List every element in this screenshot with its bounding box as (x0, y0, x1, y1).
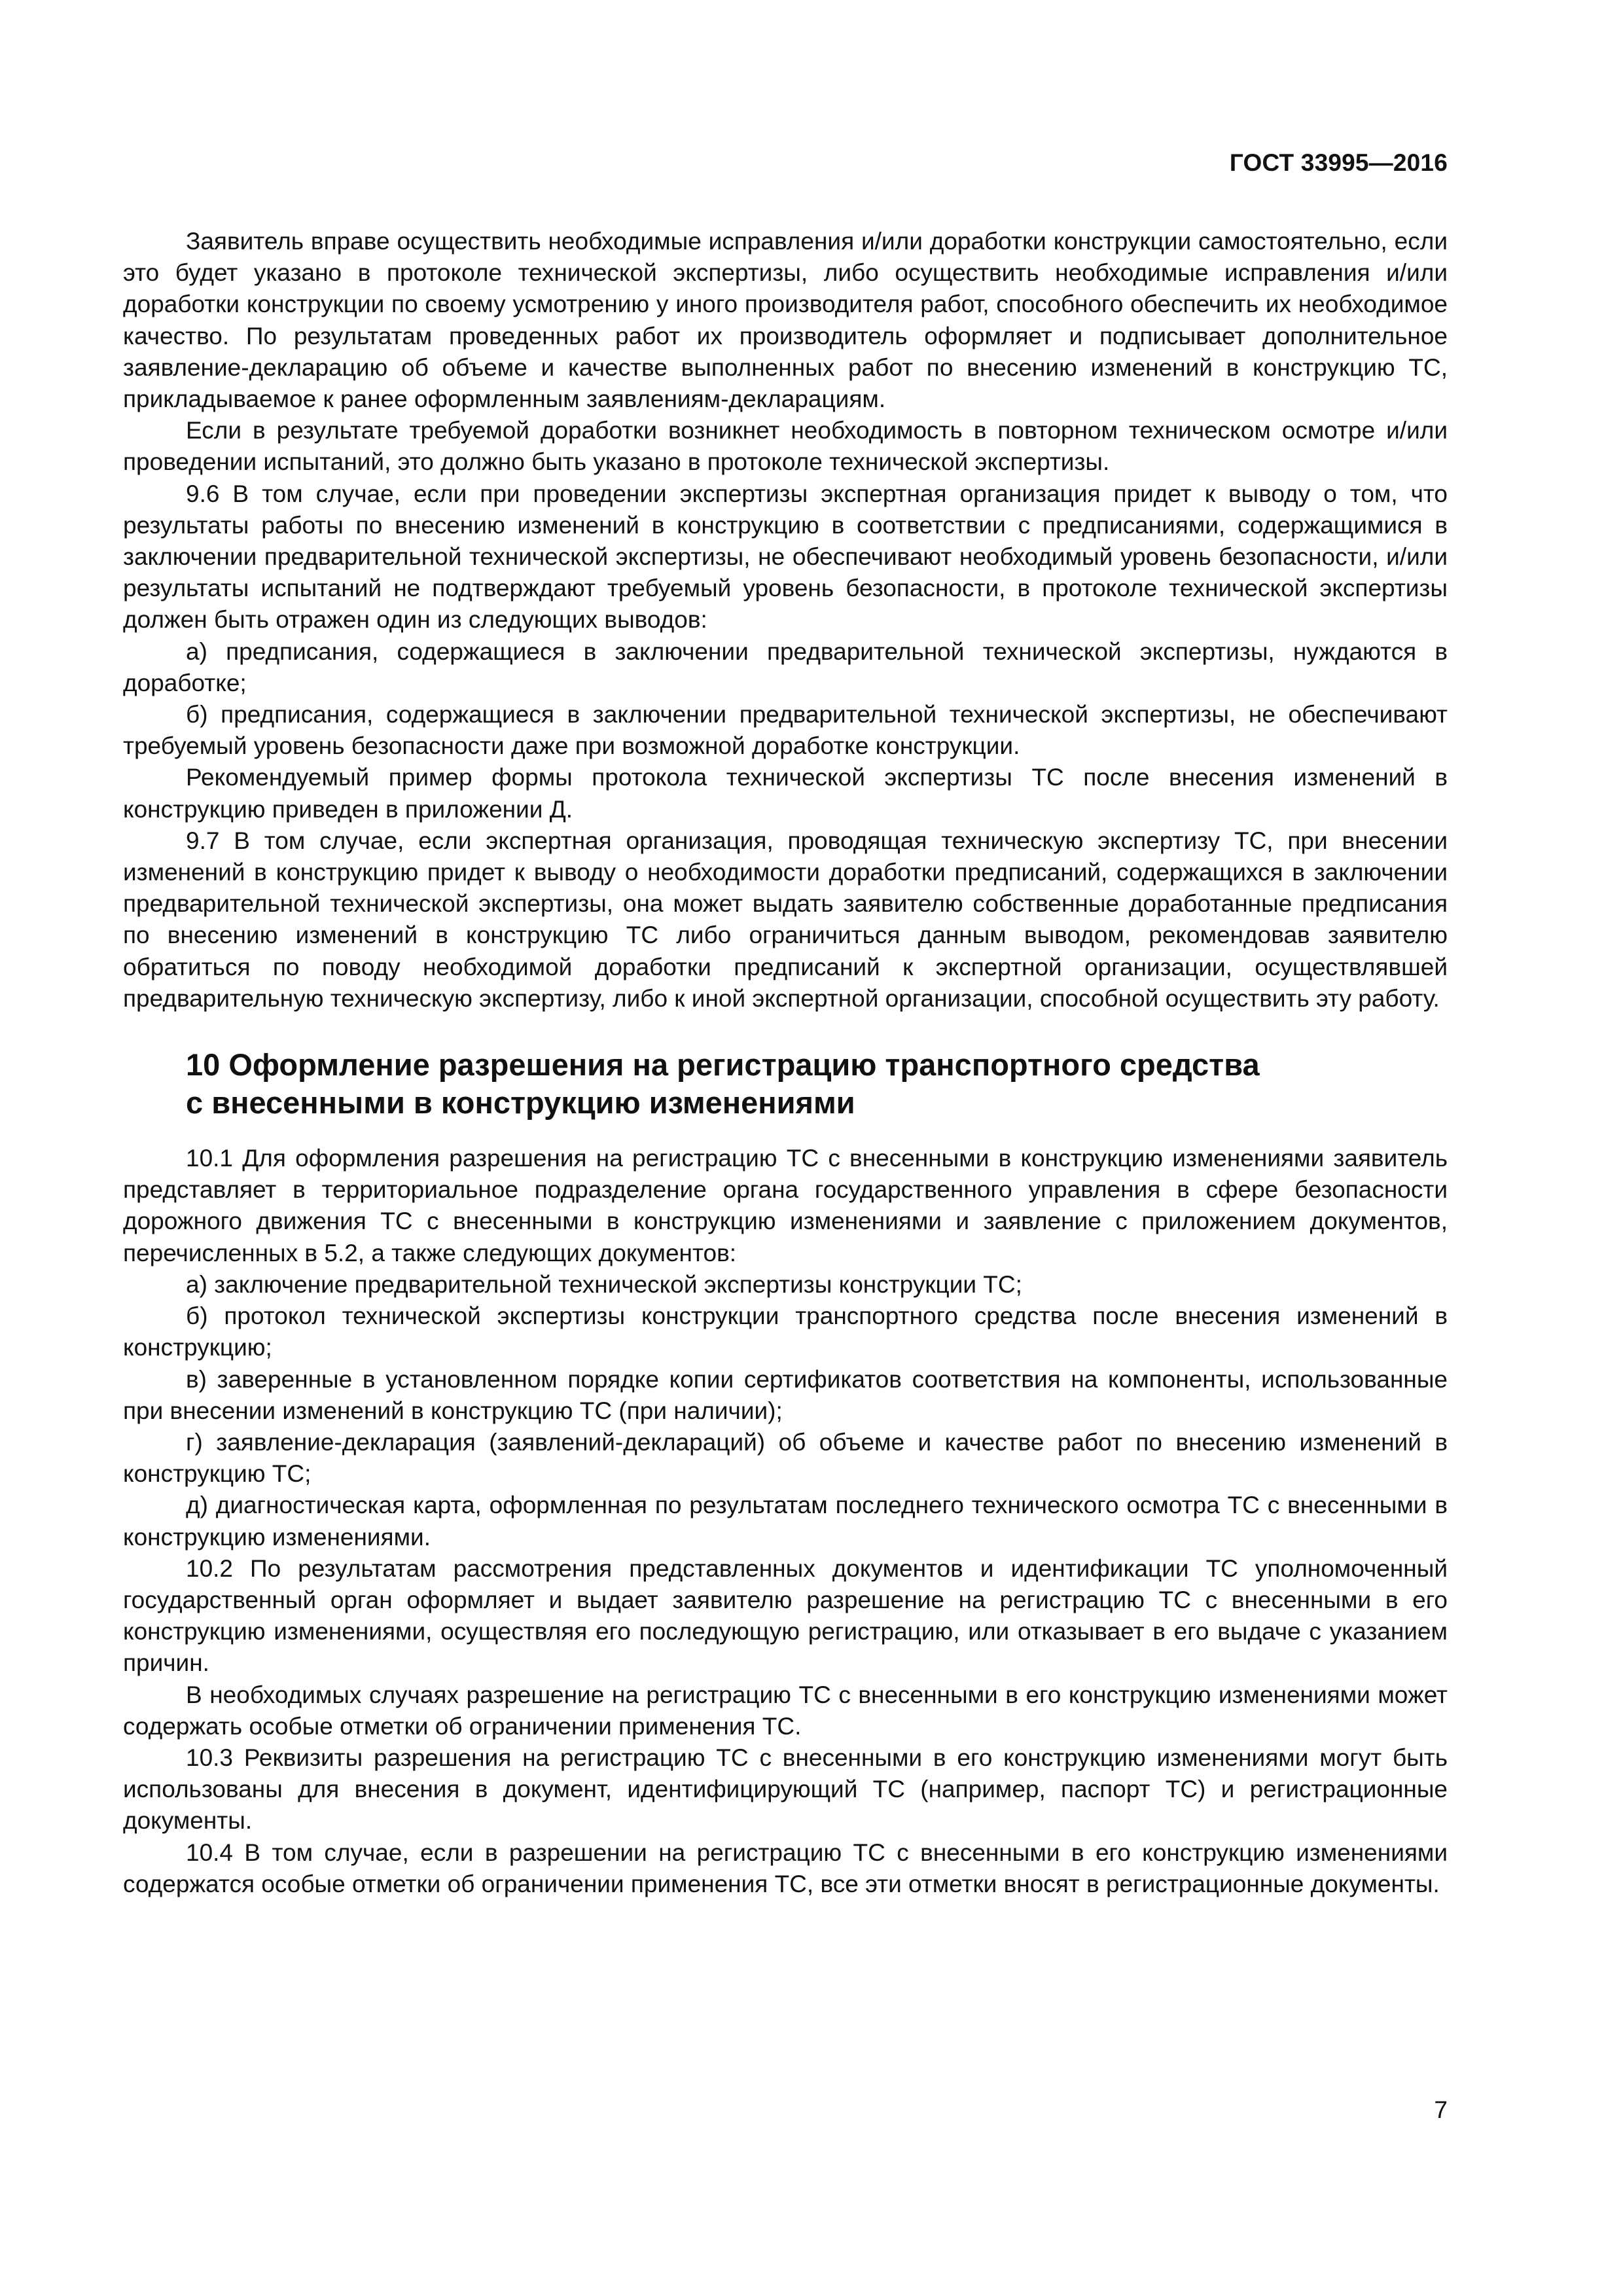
paragraph: 10.4 В том случае, если в разрешении на регистрацию ТС с внесенными в его конструкцию изменениями содержатся особые отметки об ограничении применения ТС, все эти отметки вносят в регистрационные документы. (123, 1839, 1448, 1897)
list-item: а) предписания, содержащиеся в заключении предварительной технической экспертизы, нуждаются в доработке; (123, 637, 1448, 696)
list-item: г) заявление-декларация (заявлений-деклараций) об объеме и качестве работ по внесению изменений в конструкцию ТС; (123, 1428, 1448, 1488)
document-body (123, 226, 1448, 1900)
paragraph: 10.2 По результатам рассмотрения представленных документов и идентификации ТС уполномоченный государственный орган оформляет и выдает заявителю разрешение на регистрацию ТС с внесенными в его конструкцию изменениями, осуществляя его последующую регистрацию, или отказывает в его выдаче с указанием причин. (123, 1554, 1448, 1677)
paragraph: Рекомендуемый пример формы протокола технической экспертизы ТС после внесения изменений в конструкцию приведен в приложении Д. (123, 764, 1448, 823)
paragraph: В необходимых случаях разрешение на регистрацию ТС с внесенными в его конструкцию изменениями может содержать особые отметки об ограничении применения ТС. (123, 1681, 1448, 1740)
paragraph: Если в результате требуемой доработки возникнет необходимость в повторном техническом осмотре и/или проведении испытаний, это должно быть указано в протоколе технической экспертизы. (123, 417, 1448, 476)
list-item: д) диагностическая карта, оформленная по результатам последнего технического осмотра ТС с внесенными в конструкцию изменениями. (123, 1492, 1448, 1551)
paragraph: 9.6 В том случае, если при проведении экспертизы экспертная организация придет к выводу о том, что результаты работы по внесению изменений в конструкцию в соответствии с предписаниями, содержащимися в заключении предварительной технической экспертизы, не обеспечивают необходимый уровень безопасности, и/или результаты испытаний не подтверждают требуемый уровень безопасности, в протоколе технической экспертизы должен быть отражен один из следующих выводов: (123, 480, 1448, 634)
list-item: а) заключение предварительной технической экспертизы конструкции ТС; (186, 1270, 1022, 1298)
section-heading (186, 1046, 1442, 1122)
paragraph: Заявитель вправе осуществить необходимые исправления и/или доработки конструкции самостоятельно, если это будет указано в протоколе технической экспертизы, либо осуществить необходимые исправления и/или доработки конструкции по своему усмотрению у иного производителя работ, способного обеспечить их необходимое качество. По результатам проведенных работ их производитель оформляет и подписывает дополнительное заявление-декларацию об объеме и качестве выполненных работ по внесению изменений в конструкцию ТС, прикладываемое к ранее оформленным заявлениям-декларациям. (123, 228, 1448, 413)
section-heading-line: с внесенными в конструкцию изменениями (186, 1085, 855, 1121)
paragraph: 10.1 Для оформления разрешения на регистрацию ТС с внесенными в конструкцию изменениями заявитель представляет в территориальное подразделение органа государственного управления в сфере безопасности дорожного движения ТС с внесенными в конструкцию изменениями и заявление с приложением документов, перечисленных в 5.2, а также следующих документов: (123, 1145, 1448, 1266)
paragraph: 10.3 Реквизиты разрешения на регистрацию ТС с внесенными в его конструкцию изменениями могут быть использованы для внесения в документ, идентифицирующий ТС (например, паспорт ТС) и регистрационные документы. (123, 1744, 1448, 1835)
document-header: ГОСТ 33995—2016 (1229, 149, 1448, 176)
list-item: б) протокол технической экспертизы конструкции транспортного средства после внесения изменений в конструкцию; (123, 1302, 1448, 1361)
page-number: 7 (1434, 2096, 1448, 2123)
paragraph: 9.7 В том случае, если экспертная организация, проводящая техническую экспертизу ТС, при внесении изменений в конструкцию придет к выводу о необходимости доработки предписаний, содержащихся в заключении предварительной технической экспертизы, она может выдать заявителю собственные доработанные предписания по внесению изменений в конструкцию ТС либо ограничиться данным выводом, рекомендовав заявителю обратиться по поводу необходимой доработки предписаний к экспертной организации, осуществлявшей предварительную техническую экспертизу, либо к иной экспертной организации, способной осуществить эту работу. (123, 827, 1448, 1012)
section-heading-line: 10 Оформление разрешения на регистрацию транспортного средства (186, 1047, 1260, 1083)
list-item: в) заверенные в установленном порядке копии сертификатов соответствия на компоненты, использованные при внесении изменений в конструкцию ТС (при наличии); (123, 1365, 1448, 1424)
list-item: б) предписания, содержащиеся в заключении предварительной технической экспертизы, не обеспечивают требуемый уровень безопасности даже при возможной доработке конструкции. (123, 701, 1448, 760)
